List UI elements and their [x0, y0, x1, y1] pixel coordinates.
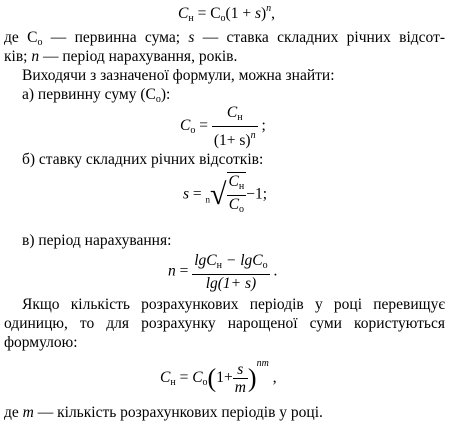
var-c: C — [178, 5, 189, 22]
var-s: s — [254, 5, 261, 22]
sub: н — [170, 377, 176, 388]
t: де C — [4, 29, 38, 46]
sub: о — [262, 260, 268, 271]
para-4-line-2: одиницю, то для розрахунку нарощеної суми користуються — [4, 315, 445, 332]
comma: , — [271, 5, 276, 22]
para-3: Виходячи з зазначеної формули, можна знайти: — [22, 67, 335, 84]
tail: , — [272, 369, 277, 386]
sub: о — [190, 125, 196, 137]
t: − lgC — [222, 252, 263, 269]
var: C — [180, 117, 191, 135]
para-5 — [4, 403, 449, 422]
radical-icon: √ — [210, 178, 227, 211]
sub: о — [155, 94, 161, 105]
paren-open: ( — [207, 363, 217, 393]
paren-close: ) — [247, 363, 257, 393]
var-m: m — [22, 404, 34, 421]
var: s — [183, 185, 190, 203]
paren: ) — [261, 5, 267, 22]
den — [192, 274, 269, 292]
para-4-line-1: Якщо кількість розрахункових періодів у році перевищує — [22, 296, 445, 313]
sub: н — [238, 181, 245, 192]
var: s — [237, 360, 244, 378]
tail: . — [273, 262, 278, 280]
den — [212, 126, 258, 149]
sub: н — [237, 112, 243, 123]
var: C — [160, 369, 171, 386]
formula-b: s = $_n$√ $\frac{C_н}{C_о}$ −1; — [183, 172, 267, 218]
eq: = C — [193, 5, 221, 22]
sub: о — [220, 13, 226, 24]
num — [212, 104, 258, 126]
num — [233, 361, 248, 378]
num — [192, 252, 269, 274]
tail: ; — [261, 117, 266, 135]
t: lgC — [194, 252, 217, 269]
t: ): — [160, 86, 171, 103]
t: а) первинну суму (C — [22, 86, 156, 103]
num — [227, 173, 247, 195]
fraction — [227, 172, 247, 218]
formula-c: n = $\frac{\lg C_н - \lg C_о}{\lg(1+ s)}$ . — [168, 252, 278, 292]
var: C — [226, 104, 238, 121]
t: lg(1+ s) — [205, 275, 257, 292]
var: C — [228, 173, 239, 190]
para-2 — [4, 47, 449, 66]
paren: (1 + — [225, 5, 255, 22]
t: — ставка складних річних відсот- — [194, 29, 446, 46]
sub: о — [37, 37, 43, 48]
para-4-line-3: формулою: — [4, 334, 78, 351]
sub: о — [239, 204, 245, 215]
t: ків; — [4, 48, 32, 65]
var-n: n — [31, 48, 40, 65]
exp: nm — [256, 358, 269, 369]
exp: n — [250, 130, 256, 141]
t: — первинна сума; — [42, 29, 189, 46]
formula-a: $C_о$ = $\frac{C_н}{(1+ s)^n}$ ; — [180, 104, 266, 149]
exp: n — [266, 3, 272, 14]
t: (1+ s) — [213, 132, 251, 149]
sub: н — [216, 260, 223, 271]
var: C — [192, 369, 203, 386]
t: де — [4, 404, 23, 421]
fraction — [212, 104, 258, 149]
var: n — [168, 262, 176, 280]
item-b: б) ставку складних річних відсотків: — [22, 151, 264, 168]
root-index: n — [205, 194, 211, 205]
sub: н — [188, 13, 194, 24]
sub: о — [202, 377, 208, 388]
tail: −1; — [246, 185, 268, 203]
fraction — [192, 252, 269, 292]
den — [233, 378, 248, 396]
var: C — [228, 196, 240, 213]
item-c: в) період нарахування: — [22, 232, 172, 249]
t: — кількість розрахункових періодів у році. — [33, 404, 323, 421]
formula-d: $C_н = C_о(1+$ $\frac{s}{m}$ )$^{nm}$ , — [160, 358, 277, 396]
fraction — [233, 361, 248, 396]
formula-main — [178, 3, 275, 24]
var: m — [234, 378, 246, 396]
t: — період нарахування, років. — [39, 48, 238, 65]
den — [227, 195, 247, 218]
var-s: s — [188, 29, 195, 46]
